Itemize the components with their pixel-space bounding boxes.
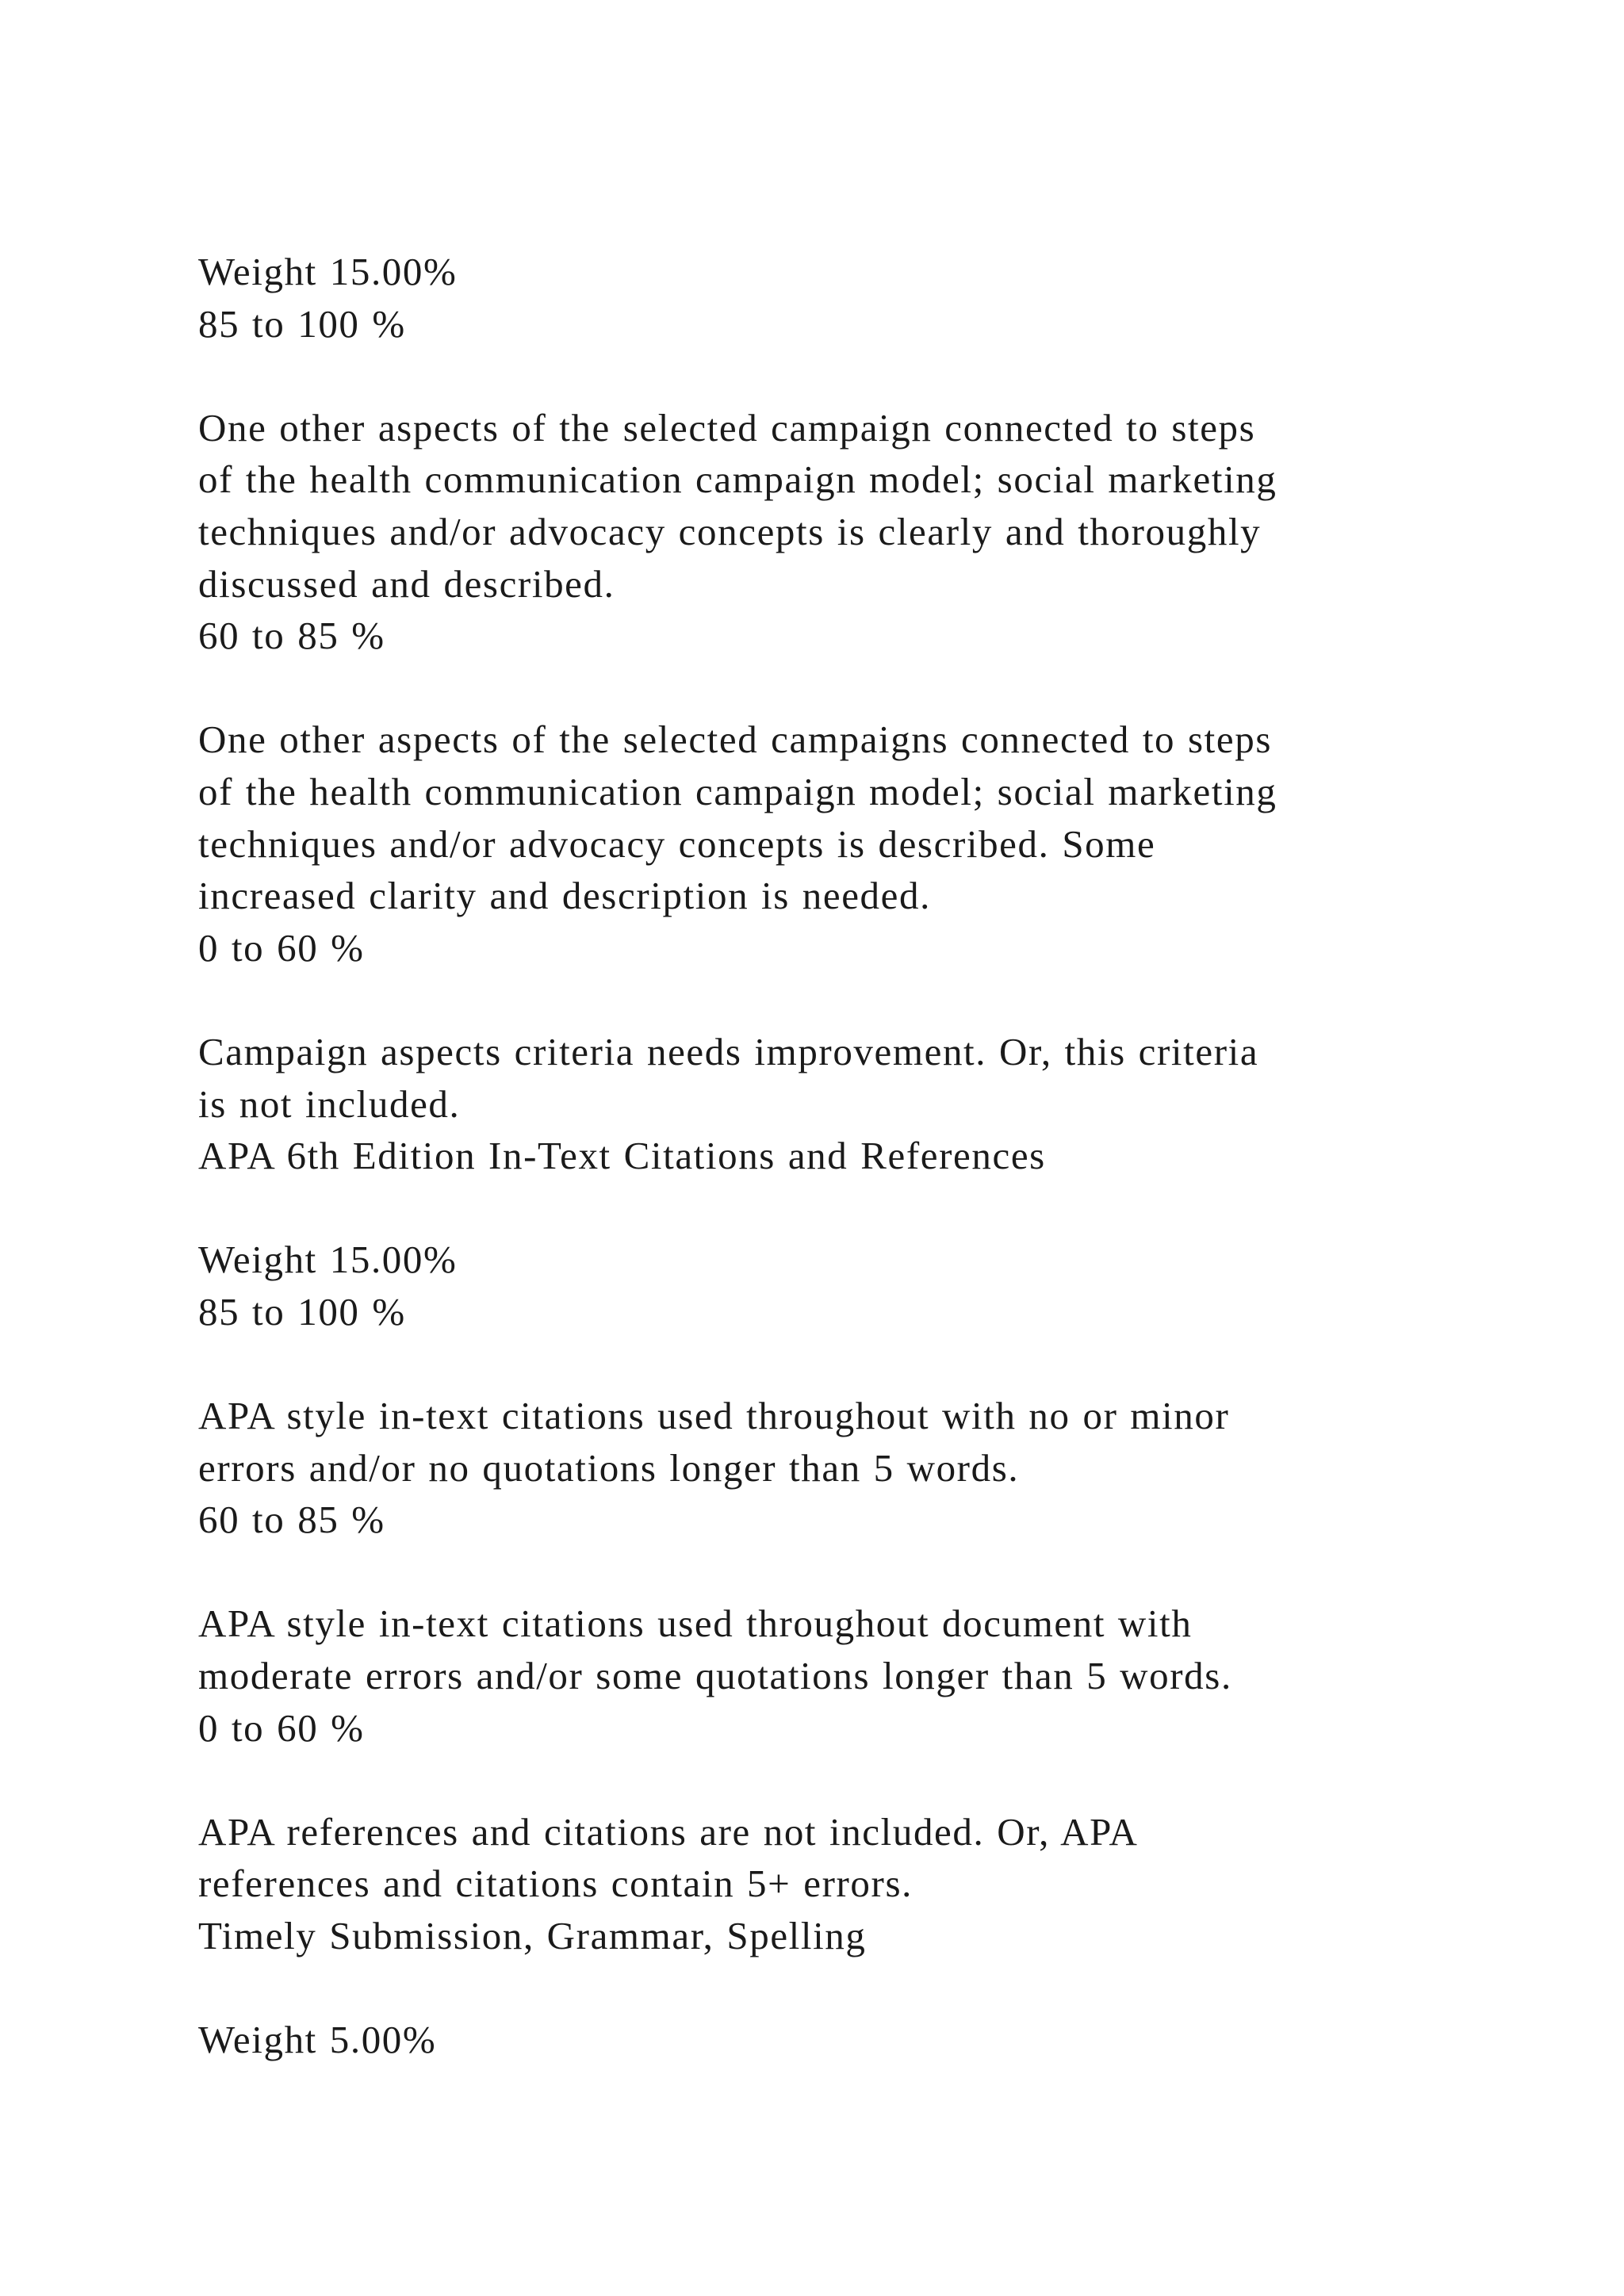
blank-line — [198, 1182, 1507, 1234]
document-body — [198, 246, 1507, 2066]
blank-line — [198, 662, 1507, 714]
text-line: APA style in-text citations used throughout document with — [198, 1601, 1193, 1646]
text-line: errors and/or no quotations longer than 5 words. — [198, 1445, 1020, 1490]
text-line: references and citations contain 5+ errors. — [198, 1862, 913, 1906]
section-heading: Timely Submission, Grammar, Spelling — [198, 1914, 867, 1957]
text-line: One other aspects of the selected campaigns connected to steps — [198, 718, 1272, 762]
text-line: is not included. — [198, 1081, 461, 1126]
blank-line — [198, 350, 1507, 402]
text-line: of the health communication campaign model; social marketing — [198, 457, 1277, 502]
text-line: of the health communication campaign model; social marketing — [198, 769, 1277, 813]
blank-line — [198, 1962, 1507, 2015]
text-line: One other aspects of the selected campaign connected to steps — [198, 405, 1256, 450]
text-line: Weight 15.00% — [198, 250, 458, 293]
text-line: 85 to 100 % — [198, 301, 406, 346]
section-heading: APA 6th Edition In-Text Citations and References — [198, 1134, 1046, 1178]
blank-line — [198, 1337, 1507, 1390]
text-line: 85 to 100 % — [198, 1289, 406, 1334]
blank-line — [198, 1754, 1507, 1806]
text-line: increased clarity and description is needed. — [198, 874, 931, 918]
text-line: 0 to 60 % — [198, 925, 365, 970]
text-line: APA references and citations are not included. Or, APA — [198, 1809, 1139, 1854]
text-line: moderate errors and/or some quotations longer than 5 words. — [198, 1654, 1232, 1698]
text-line: 60 to 85 % — [198, 614, 385, 658]
blank-line — [198, 974, 1507, 1026]
text-line: techniques and/or advocacy concepts is described. Some — [198, 821, 1156, 866]
text-line: APA style in-text citations used throughout with no or minor — [198, 1394, 1230, 1438]
text-line: 60 to 85 % — [198, 1498, 385, 1542]
text-line: techniques and/or advocacy concepts is clearly and thoroughly — [198, 509, 1262, 553]
text-line: Campaign aspects criteria needs improvement. Or, this criteria — [198, 1029, 1259, 1073]
blank-line — [198, 1546, 1507, 1598]
text-line: Weight 5.00% — [198, 2018, 437, 2062]
text-line: Weight 15.00% — [198, 1238, 458, 1282]
text-line: discussed and described. — [198, 561, 615, 606]
text-line: 0 to 60 % — [198, 1705, 365, 1750]
